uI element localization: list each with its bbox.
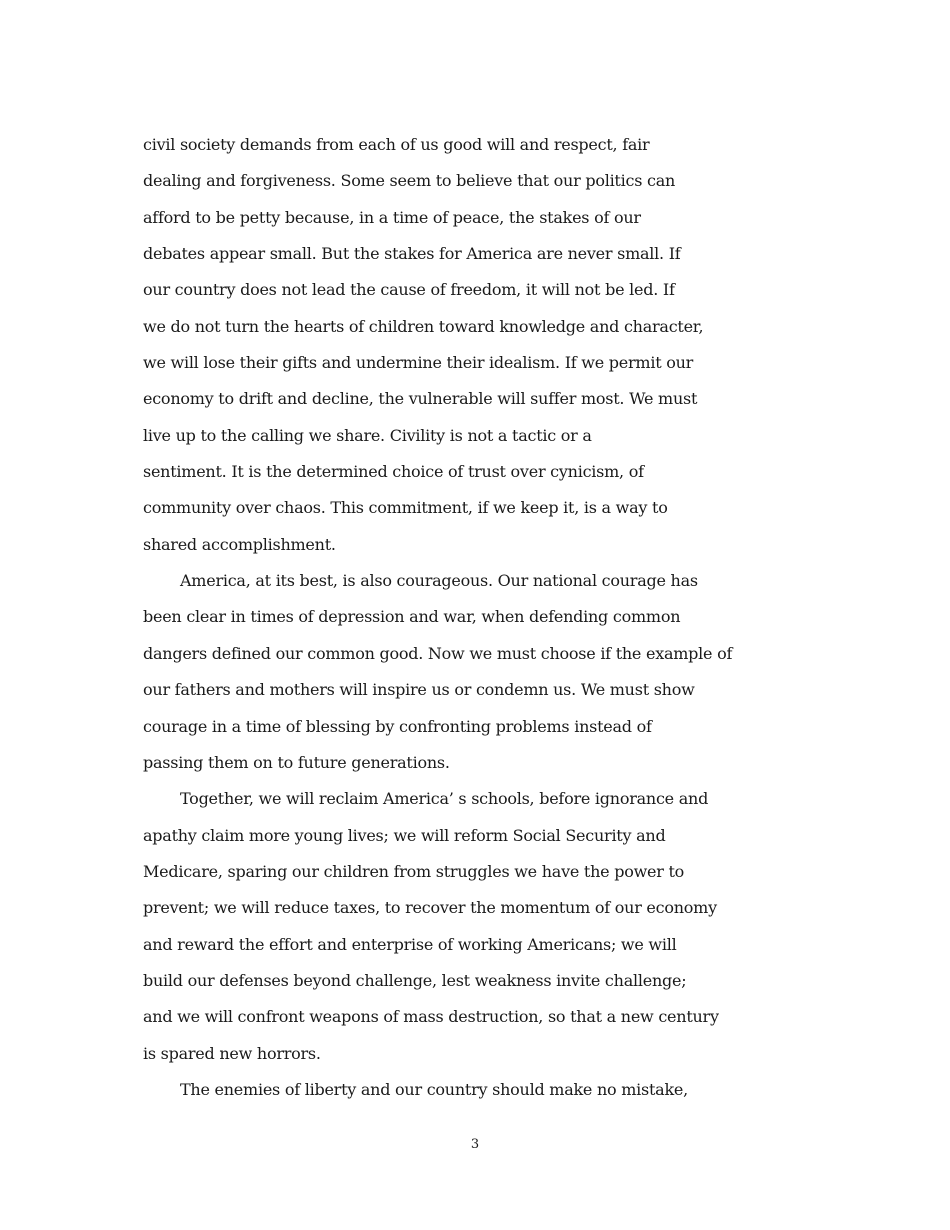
text-line: build our defenses beyond challenge, lest weakness invite challenge; [143,970,687,990]
text-line: and we will confront weapons of mass destruction, so that a new century [143,1007,719,1027]
text-line: civil society demands from each of us good will and respect, fair [143,135,650,154]
text-line: our country does not lead the cause of freedom, it will not be led. If [143,280,675,300]
text-line: sentiment. It is the determined choice of trust over cynicism, of [143,462,644,482]
text-line: America, at its best, is also courageous. Our national courage has [180,571,698,591]
text-line: community over chaos. This commitment, if we keep it, is a way to [143,498,668,518]
text-line: debates appear small. But the stakes for America are never small. If [143,244,681,264]
paragraph [143,563,823,781]
text-line: apathy claim more young lives; we will reform Social Security and [143,825,666,845]
text-line: we will lose their gifts and undermine their idealism. If we permit our [143,353,694,373]
paragraph [143,127,823,563]
text-line: passing them on to future generations. [143,752,450,772]
text-line: The enemies of liberty and our country should make no mistake, [180,1079,688,1099]
text-line: economy to drift and decline, the vulnerable will suffer most. We must [143,389,698,409]
text-line: and reward the effort and enterprise of working Americans; we will [143,934,677,954]
text-line: live up to the calling we share. Civility is not a tactic or a [143,425,592,445]
text-line: been clear in times of depression and war, when defending common [143,607,681,627]
text-line: our fathers and mothers will inspire us or condemn us. We must show [143,680,695,700]
paragraph [143,1072,823,1108]
text-line: dealing and forgiveness. Some seem to believe that our politics can [143,171,676,191]
text-line: afford to be petty because, in a time of peace, the stakes of our [143,207,641,227]
paragraph [143,781,823,1072]
text-line: is spared new horrors. [143,1043,321,1063]
text-line: courage in a time of blessing by confronting problems instead of [143,716,652,736]
text-line: Medicare, sparing our children from struggles we have the power to [143,861,685,881]
body-text [143,127,823,1108]
text-line: shared accomplishment. [143,534,336,554]
text-line: we do not turn the hearts of children toward knowledge and character, [143,316,704,336]
text-line: Together, we will reclaim America’ s schools, before ignorance and [180,789,709,809]
page-number: 3 [470,1137,480,1152]
text-line: prevent; we will reduce taxes, to recover the momentum of our economy [143,898,717,918]
text-line: dangers defined our common good. Now we must choose if the example of [143,643,733,663]
